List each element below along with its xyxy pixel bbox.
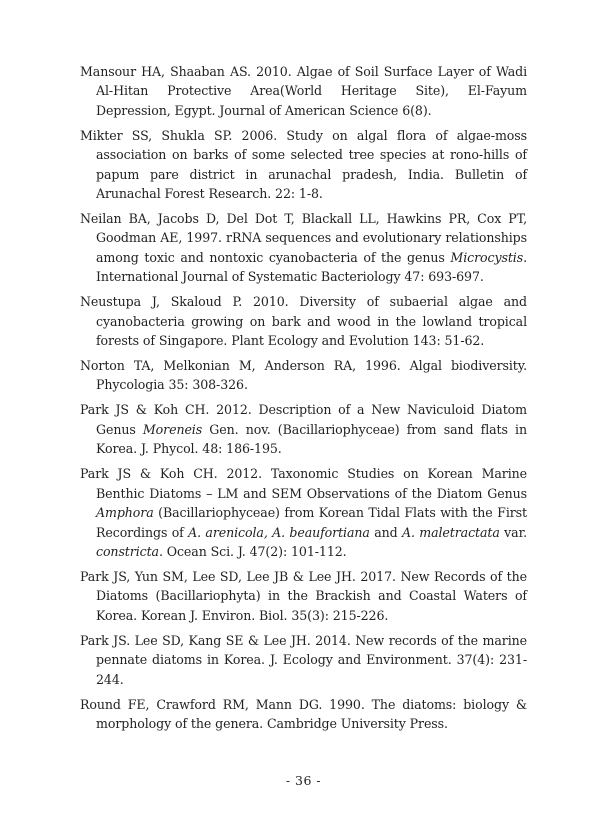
text-run: Park JS & Koh CH. 2012. Taxonomic Studies on Korean Marine Benthic Diatoms – LM and SEM Observations of the Diatom Genus xyxy=(80,466,527,501)
text-run: Park JS, Yun SM, Lee SD, Lee JB & Lee JH. 2017. New Records of the Diatoms (Bacillariophyta) in the Brackish and Coastal Waters of Korea. Korean J. Environ. Biol. 35(3): 215-226. xyxy=(80,568,527,623)
reference-entry xyxy=(80,400,527,458)
reference-entry xyxy=(80,209,527,287)
reference-entry xyxy=(80,62,527,120)
reference-entry xyxy=(80,464,527,561)
text-run: Neilan BA, Jacobs D, Del Dot T, Blackall LL, Hawkins PR, Cox PT, Goodman AE, 1997. rRNA sequences and evolutionary relationships among toxic and nontoxic cyanobacteria of the genus xyxy=(80,211,527,265)
italic-run: Microcystis xyxy=(450,249,524,265)
italic-run: A. maletractata xyxy=(401,524,500,540)
reference-entry xyxy=(80,631,527,689)
reference-entry xyxy=(80,695,527,734)
text-run: and xyxy=(369,524,402,540)
reference-entry xyxy=(80,356,527,395)
text-run: (Bacillariophyceae) from Korean Tidal Flats with the First Recordings of xyxy=(96,505,527,540)
page-number: - 36 - xyxy=(285,773,322,788)
reference-entry xyxy=(80,567,527,625)
italic-run: Amphora xyxy=(96,505,154,521)
italic-run: A. arenicola, A. beaufortiana xyxy=(188,524,370,540)
text-run: Gen. nov. (Bacillariophyceae) from sand flats in Korea. J. Phycol. 48: 186-195. xyxy=(96,421,527,457)
text-run: Norton TA, Melkonian M, Anderson RA, 1996. Algal biodiversity. Phycologia 35: 308-326. xyxy=(80,358,527,393)
text-run: var. xyxy=(499,524,528,540)
text-run: . Ocean Sci. J. 47(2): 101-112. xyxy=(158,543,347,559)
italic-run: constricta xyxy=(96,543,159,559)
text-run: Park JS & Koh CH. 2012. Description of a New Naviculoid Diatom Genus xyxy=(80,402,527,437)
italic-run: Moreneis xyxy=(142,421,203,437)
reference-list xyxy=(80,62,527,739)
text-run: . International Journal of Systematic Bacteriology 47: 693-697. xyxy=(96,249,527,285)
reference-entry xyxy=(80,292,527,350)
text-run: Mikter SS, Shukla SP. 2006. Study on algal flora of algae-moss association on barks of some selected tree species at rono-hills of papum pare district in arunachal pradesh, India. Bulletin of Arunachal Forest Research. 22: 1-8. xyxy=(80,127,527,202)
text-run: Park JS. Lee SD, Kang SE & Lee JH. 2014. New records of the marine pennate diatoms in Korea. J. Ecology and Environment. 37(4): 231-244. xyxy=(80,632,527,687)
text-run: Neustupa J, Skaloud P. 2010. Diversity of subaerial algae and cyanobacteria growing on bark and wood in the lowland tropical forests of Singapore. Plant Ecology and Evolution 143: 51-62. xyxy=(80,294,527,349)
text-run: Mansour HA, Shaaban AS. 2010. Algae of Soil Surface Layer of Wadi Al-Hitan Protective Area(World Heritage Site), El-Fayum Depression, Egypt. Journal of American Science 6(8). xyxy=(80,64,527,118)
text-run: Round FE, Crawford RM, Mann DG. 1990. The diatoms: biology & morphology of the genera. Cambridge University Press. xyxy=(80,696,527,731)
reference-entry xyxy=(80,126,527,204)
